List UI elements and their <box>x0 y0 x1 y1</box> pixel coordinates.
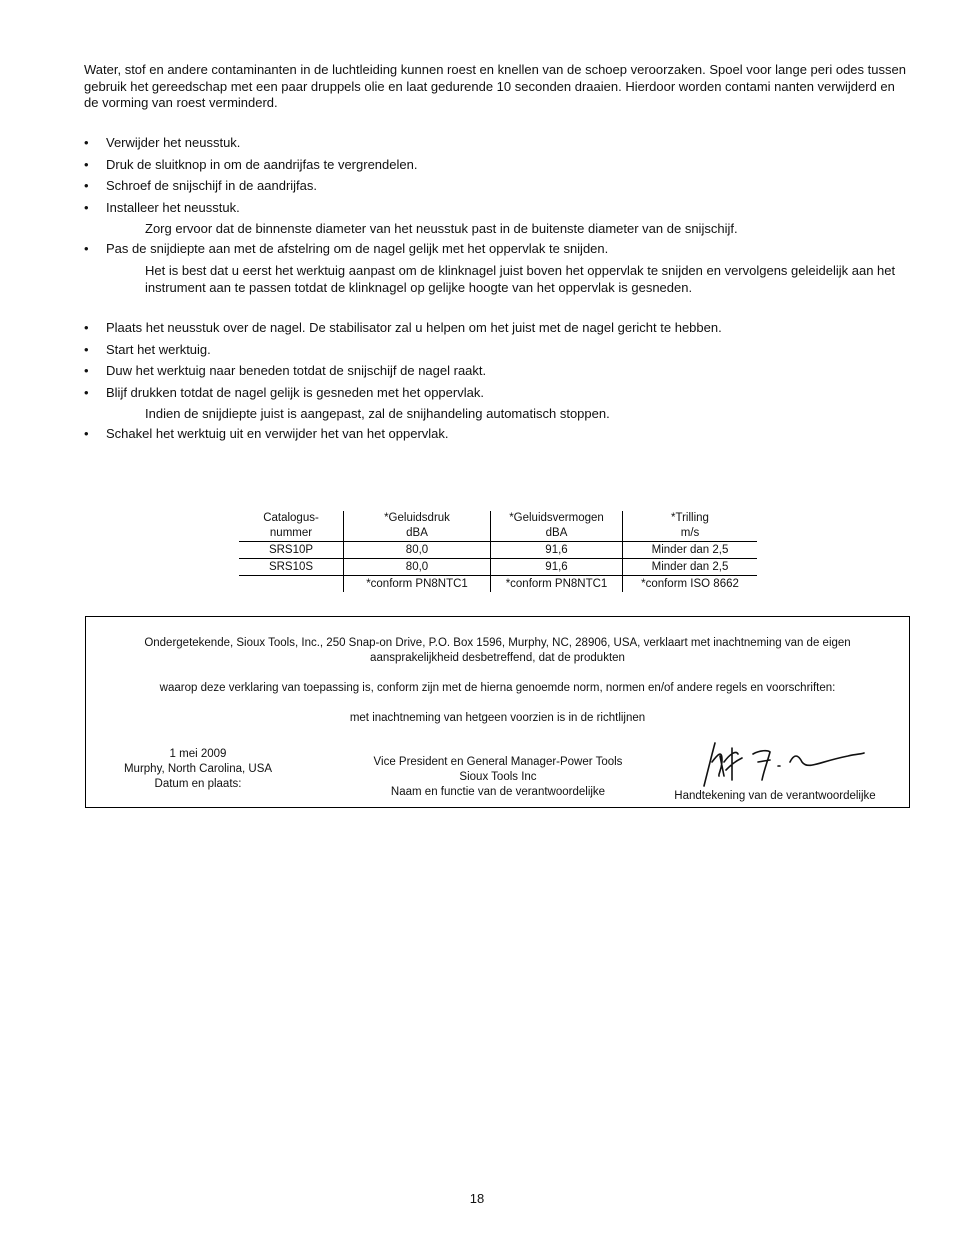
step-text: Plaats het neusstuk over de nagel. De stabilisator zal u helpen om het juist met de nagel gericht te hebben. <box>106 320 722 335</box>
bullet-mark: • <box>84 320 89 335</box>
operation-step-3 <box>84 363 914 379</box>
signature-label: Handtekening van de verantwoordelijke <box>674 790 876 802</box>
cell-catalog: SRS10S <box>268 561 314 573</box>
header-sound-pressure: *Geluidsdruk dBA <box>344 511 491 542</box>
declaration-line-3: met inachtneming van hetgeen voorzien is in de richtlijnen <box>349 712 646 724</box>
setup-step-2 <box>84 157 914 173</box>
maintenance-paragraph: Water, stof en andere contaminanten in de luchtleiding kunnen roest en knellen van de schoep veroorzaken. Spoel voor lange peri odes tussen gebruik het gereedschap met een paar druppels olie en laat gedurende 10 seconden draaien. Hierdoor worden contami nanten verwijderd en de vorming van roest verminderd. <box>84 62 906 110</box>
responsible-label: Naam en functie van de verantwoordelijke <box>390 786 606 798</box>
bullet-mark: • <box>84 156 89 172</box>
table-row <box>239 542 757 559</box>
step-text: Schakel het werktuig uit en verwijder het van het oppervlak. <box>106 426 449 441</box>
setup-step-5 <box>84 241 914 257</box>
table-row <box>239 559 757 576</box>
cell-sound-pressure: 80,0 <box>344 542 491 559</box>
setup-steps-list <box>84 135 914 300</box>
step-text: Blijf drukken totdat de nagel gelijk is gesneden met het oppervlak. <box>106 384 484 400</box>
step-text: Duw het werktuig naar beneden totdat de snijschijf de nagel raakt. <box>106 363 487 378</box>
cell-vibration: Minder dan 2,5 <box>623 542 758 559</box>
cell-vibration: Minder dan 2,5 <box>623 559 758 576</box>
page-number: 18 <box>469 1191 485 1206</box>
responsible-position: Vice President en General Manager-Power Tools <box>373 756 623 768</box>
step-text: Druk de sluitknop in om de aandrijfas te vergrendelen. <box>106 156 418 172</box>
step-note: Het is best dat u eerst het werktuig aanpast om de klinknagel juist boven het oppervlak te snijden en vervolgens geleidelijk aan het instrument aan te passen totdat de klinknagel op gelijke hoogte van het oppervlak is gesneden. <box>145 262 896 295</box>
step-text: Installeer het neusstuk. <box>106 199 240 215</box>
header-sound-power: *Geluidsvermogen dBA <box>491 511 623 542</box>
setup-step-4 <box>84 200 914 216</box>
step-text: Start het werktuig. <box>106 341 211 357</box>
table-footer-row <box>239 576 757 593</box>
cell-sound-power: 91,6 <box>491 559 623 576</box>
header-catalog-number: Catalogus- nummer <box>263 512 319 539</box>
footer-vibration-standard: *conform ISO 8662 <box>623 576 758 593</box>
bullet-mark: • <box>84 178 89 193</box>
date-place-block <box>106 747 290 792</box>
step-text: Verwijder het neusstuk. <box>106 135 241 150</box>
header-vibration: *Trilling m/s <box>623 511 758 542</box>
footer-sound-pressure-standard: *conform PN8NTC1 <box>344 576 491 593</box>
cell-catalog: SRS10P <box>268 544 314 556</box>
declaration-box <box>85 616 910 808</box>
step-text: Pas de snijdiepte aan met de afstelring om de nagel gelijk met het oppervlak te snijden. <box>106 241 609 256</box>
declaration-line-2: waarop deze verklaring van toepassing is, conform zijn met de hierna genoemde norm, normen en/of andere regels en voorschriften: <box>159 682 836 694</box>
step-note: Indien de snijdiepte juist is aangepast, zal de snijhandeling automatisch stoppen. <box>145 406 610 421</box>
setup-step-3 <box>84 178 914 194</box>
spec-table <box>239 511 757 592</box>
footer-empty <box>239 576 344 593</box>
spec-table-header-row <box>239 511 757 542</box>
date-place-label: Datum en plaats: <box>154 778 242 790</box>
operation-step-1 <box>84 320 914 336</box>
step-text: Schroef de snijschijf in de aandrijfas. <box>106 178 318 193</box>
footer-sound-power-standard: *conform PN8NTC1 <box>491 576 623 593</box>
step-note: Zorg ervoor dat de binnenste diameter van het neusstuk past in de buitenste diameter van de snijschijf. <box>145 221 738 236</box>
declaration-line-1: Ondergetekende, Sioux Tools, Inc., 250 Snap-on Drive, P.O. Box 1596, Murphy, NC, 28906, USA, verklaart met inachtneming van de eigen aansprakelijkheid desbetreffend, dat de produkten <box>144 637 851 664</box>
bullet-mark: • <box>84 426 89 441</box>
declaration-place: Murphy, North Carolina, USA <box>123 763 273 775</box>
signature-image <box>698 740 868 790</box>
bullet-mark: • <box>84 363 89 378</box>
operation-step-5 <box>84 426 914 442</box>
responsible-block <box>348 755 648 800</box>
bullet-mark: • <box>84 341 89 357</box>
responsible-company: Sioux Tools Inc <box>459 771 537 783</box>
cell-sound-power: 91,6 <box>491 542 623 559</box>
bullet-mark: • <box>84 241 89 256</box>
bullet-mark: • <box>84 384 89 400</box>
cell-sound-pressure: 80,0 <box>344 559 491 576</box>
declaration-date: 1 mei 2009 <box>169 748 227 760</box>
bullet-mark: • <box>84 135 89 150</box>
operation-steps-list <box>84 320 914 448</box>
operation-step-4 <box>84 385 914 401</box>
bullet-mark: • <box>84 199 89 215</box>
operation-step-2 <box>84 342 914 358</box>
setup-step-1 <box>84 135 914 151</box>
